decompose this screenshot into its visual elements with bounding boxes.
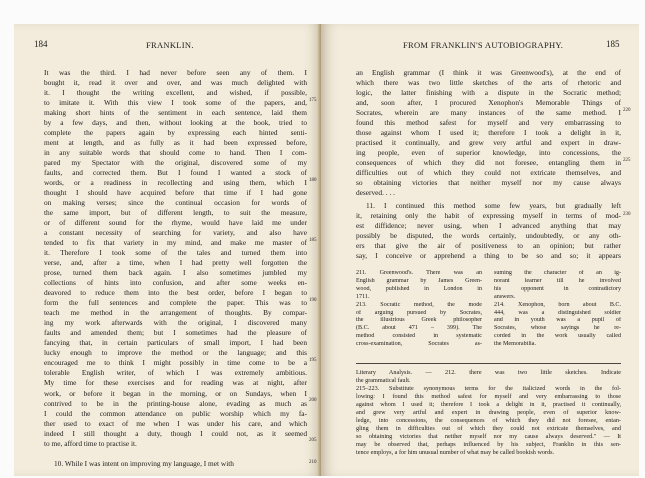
text-line: complete the papers again by expressing each hinted senti- xyxy=(44,128,307,138)
main-text xyxy=(356,68,621,198)
text-line: by a few days, and then, without looking at the book, tried to xyxy=(44,118,307,128)
text-line: may be observed that, perhaps influenced by his subject, Franklin in this sen- xyxy=(356,441,621,449)
text-line: possibly be disputed, the words certainly, undoubtedly, or any oth- xyxy=(356,231,621,241)
paragraph-11 xyxy=(356,201,621,261)
text-line: so obtaining victories that neither myself nor my cause always deserved." — It xyxy=(356,433,621,441)
text-line: making short hints of the sentiment in each sentence, laid them xyxy=(44,108,307,118)
page-number: 185 xyxy=(606,39,620,49)
text-line: work, or before it began in the morning, or on Sundays, when I xyxy=(44,388,307,398)
text-line: Literary Analysis. — 212. there was two little sketches. Indicate xyxy=(356,369,621,376)
text-line: ledge, into concessions, the consequences of which they did not foresee, entan- xyxy=(356,417,621,425)
text-line: 444, was a distinguished soldier xyxy=(494,309,621,316)
text-line: the illustrious Greek philosopher xyxy=(356,317,482,324)
text-line: tended to fix that variety in my mind, and make me master of xyxy=(44,238,307,248)
right-page xyxy=(321,24,639,476)
text-line: English grammar by James Green- xyxy=(356,277,482,284)
text-line: ther used to exact of me when I was under his care, and which xyxy=(44,418,307,428)
text-line: the Memorabilia. xyxy=(494,341,536,348)
text-line: found this method safest for myself and very embarrassing to xyxy=(356,118,621,128)
text-line: so obtaining victories that neither myself nor my cause always xyxy=(356,178,621,188)
text-line: My time for these exercises and for reading was at night, after xyxy=(44,378,307,388)
running-head: FRANKLIN. xyxy=(146,40,194,50)
text-line: practised it continually, and grew very artful and expert in draw- xyxy=(356,138,621,148)
text-line: the grammatical fault. xyxy=(356,377,411,385)
margin-line-number: 225 xyxy=(623,158,631,163)
text-line: or of different sound for the rhyme, would have laid me under xyxy=(44,218,307,228)
text-line: est diffidence; never using, when I advanced anything that may xyxy=(356,221,621,231)
text-line: method consisted in systematic xyxy=(356,333,482,340)
text-line: 11. I continued this method some few years, but gradually left xyxy=(366,201,621,210)
footnotes xyxy=(356,270,621,352)
text-line: faults, and corrected them. But I found I wanted a stock of xyxy=(44,168,307,178)
text-line: indeed I still thought a duty, though I could not, as it seemed xyxy=(44,428,307,438)
text-line: Socrates, wherein are many instances of the same method. I xyxy=(356,108,621,118)
text-line: encouraged me to think I might possibly in time come to be a xyxy=(44,358,307,368)
text-line: pared my Spectator with the original, discovered some of my xyxy=(44,158,307,168)
text-line: ing my work afterwards with the original, I discovered many xyxy=(44,318,307,328)
text-line: teach me method in the arrangement of thoughts. By compar- xyxy=(44,308,307,318)
text-line: consequences of which they did not foresee, entangling them in xyxy=(356,158,621,168)
margin-line-number: 190 xyxy=(309,298,317,303)
text-line: on making verses; since the continual occasion for words of xyxy=(44,198,307,208)
text-line: bought it, read it over and over, and was much delighted with xyxy=(44,78,307,88)
text-line: ment at length, and as fully as it had been expressed before, xyxy=(44,138,307,148)
text-line: and, soon after, I procured Xenophon's Memorable Things of xyxy=(356,98,621,108)
margin-line-number: 220 xyxy=(623,108,631,113)
text-line: deavored to reduce them into the best order, before I began to xyxy=(44,288,307,298)
text-line: 215–223. Substitute synonymous terms for the italicized words in the fol- xyxy=(356,385,621,393)
text-line: cross-examination, Socrates as- xyxy=(356,341,482,348)
margin-line-number: 195 xyxy=(309,358,317,363)
text-line: prose, turned them back again. I also sometimes jumbled my xyxy=(44,268,307,278)
text-line: and grew very artful and expert in drawing people, even of superior know- xyxy=(356,409,621,417)
text-line: suming the character of an ig- xyxy=(494,270,621,276)
text-line: deserved. . . . xyxy=(356,188,395,198)
text-line: gling them in difficulties out of which they could not extricate themselves, and xyxy=(356,425,621,433)
text-line: the same import, but of different length, to suit the measure, xyxy=(44,208,307,218)
text-line: (B.C. about 471 – 399). The xyxy=(356,325,482,332)
literary-analysis xyxy=(356,369,621,458)
text-line: those against whom I used it; therefore I took a delight in it, xyxy=(356,128,621,138)
text-line: a constant necessity of searching for variety, and also have xyxy=(44,228,307,238)
running-head: FROM FRANKLIN'S AUTOBIOGRAPHY. xyxy=(403,40,564,50)
text-line: collections of hints into confusion, and after some weeks en- xyxy=(44,278,307,288)
text-line: lowing: I found this method safest for myself and very embarrassing to those xyxy=(356,393,621,401)
margin-line-number: 210 xyxy=(309,460,317,465)
left-page xyxy=(14,24,321,476)
text-line: 10. While I was intent on improving my language, I met with xyxy=(54,459,234,468)
text-line: an English grammar (I think it was Greenwood's), at the end of xyxy=(356,68,621,77)
text-line: which there was two little sketches of the arts of rhetoric and xyxy=(356,78,621,88)
text-line: it. I thought the writing excellent, and wished, if possible, xyxy=(44,88,307,98)
margin-line-number: 185 xyxy=(309,238,317,243)
text-line: faults and amended them; but I sometimes had the pleasure of xyxy=(44,328,307,338)
text-line: say, I conceive or apprehend a thing to be so and so; it appears xyxy=(356,251,621,261)
text-line: against whom I used it; therefore I took a delight in it, practised it continually, xyxy=(356,401,621,409)
text-line: in any suitable words that should come to hand. Then I com- xyxy=(44,148,307,158)
text-line: 1711. xyxy=(356,293,370,300)
text-line: verse, and, after a time, when I had pretty well forgotten the xyxy=(44,258,307,268)
margin-line-number: 200 xyxy=(309,398,317,403)
margin-line-number: 175 xyxy=(309,98,317,103)
text-line: wood, published in London in xyxy=(356,285,482,292)
text-line: 214. Xenophon, born about B.C. xyxy=(494,301,621,308)
text-line: to imitate it. With this view I took some of the papers, and, xyxy=(44,98,307,108)
page-number: 184 xyxy=(34,39,48,49)
text-line: answers. xyxy=(494,293,516,300)
text-line: Socrates, whose sayings he re- xyxy=(494,325,621,332)
text-line: form the full sentences and complete the paper. This was to xyxy=(44,298,307,308)
text-line: words, or a readiness in recollecting and using them, which I xyxy=(44,178,307,188)
margin-line-number: 180 xyxy=(309,178,317,183)
text-line: of arguing pursued by Socrates, xyxy=(356,309,482,316)
text-line: contrived to be in the printing-house alone, evading as much as xyxy=(44,398,307,408)
text-line: logic, the latter finishing with a dispute in the Socratic method; xyxy=(356,88,621,98)
text-line: his opponent in contradictory xyxy=(494,285,621,292)
text-line: 213. Socratic method, the mode xyxy=(356,301,482,308)
divider-rule xyxy=(356,363,621,364)
text-line: ers that give the air of positiveness to an opinion; but rather xyxy=(356,241,621,251)
text-line: It was the third. I had never before seen any of them. I xyxy=(44,68,307,77)
text-line: ing people, even of superior knowledge, into concessions, the xyxy=(356,148,621,158)
text-line: tolerable English writer, of which I was extremely ambitious. xyxy=(44,368,307,378)
text-line: I could the common attendance on public worship which my fa- xyxy=(44,408,307,418)
text-line: it. Therefore I took some of the tales and turned them into xyxy=(44,248,307,258)
footnotes-column-left xyxy=(356,270,482,349)
text-line: corded in the work usually called xyxy=(494,333,621,340)
text-line: to me, afford time to practise it. xyxy=(44,438,137,448)
margin-line-number: 230 xyxy=(623,212,631,217)
paragraph-10 xyxy=(44,459,307,469)
text-line: and in youth was a pupil of xyxy=(494,317,621,324)
text-line: fancying that, in certain particulars of small import, I had been xyxy=(44,338,307,348)
footnotes-column-right xyxy=(494,270,621,349)
text-line: lucky enough to improve the method or the language; and this xyxy=(44,348,307,358)
text-line: norant learner till he involved xyxy=(494,277,621,284)
main-text xyxy=(44,68,307,449)
margin-line-number: 205 xyxy=(309,438,317,443)
text-line: it, retaining only the habit of expressing myself in terms of mod- xyxy=(356,211,621,221)
text-line: thought I should have acquired before that time if I had gone xyxy=(44,188,307,198)
text-line: 211. Greenwood's. There was an xyxy=(356,270,482,276)
text-line: difficulties out of which they could not extricate themselves, and xyxy=(356,168,621,178)
text-line: tence employs, a for him unusual number of what may be called bookish words. xyxy=(356,449,555,457)
